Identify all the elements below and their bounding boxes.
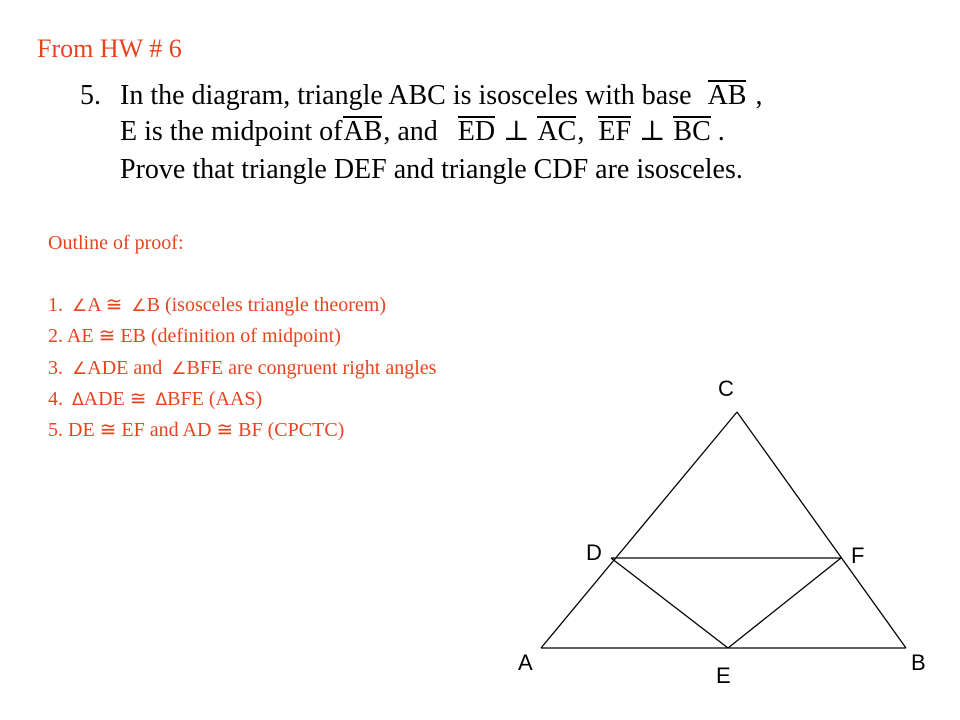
outline-title: Outline of proof: (48, 232, 184, 254)
problem-line1-text: In the diagram, triangle ABC is isosceles (120, 80, 579, 111)
segment-bc: BC (672, 114, 711, 150)
proof-step-text: AE ≅ EB (definition of midpoint) (66, 325, 341, 348)
triangle-symbol: Δ (72, 389, 84, 410)
segment-ef-line (728, 558, 841, 648)
proof-step-text: BFE are congruent right angles (186, 356, 437, 379)
segment-ab-2: AB (342, 114, 383, 150)
proof-step-text: B (isosceles triangle theorem) (146, 294, 386, 316)
proof-step-number: 3. (48, 356, 63, 379)
problem-line1-mid: with base (585, 80, 692, 111)
heading: From HW # 6 (37, 34, 182, 63)
proof-step-number: 5. (48, 419, 63, 442)
vertex-label-d: D (586, 540, 602, 565)
vertex-label-a: A (518, 650, 533, 675)
angle-symbol: ∠ (131, 296, 147, 316)
period: . (717, 116, 725, 147)
proof-step-number: 1. (48, 294, 63, 316)
proof-step-text: BFE (AAS) (167, 387, 263, 410)
segment-ac: AC (536, 114, 577, 150)
perp-symbol-2: ⊥ (639, 116, 666, 147)
angle-symbol: ∠ (72, 358, 88, 379)
problem-line-3: Prove that triangle DEF and triangle CDF are isosceles. (120, 154, 743, 185)
segment-ab: AB (707, 78, 748, 114)
segment-de (611, 558, 728, 648)
angle-symbol: ∠ (72, 296, 88, 316)
proof-step-number: 2. (48, 325, 63, 348)
vertex-label-f: F (851, 543, 865, 568)
segment-ed: ED (457, 114, 496, 150)
vertex-label-e: E (716, 663, 731, 688)
problem-number: 5. (80, 80, 101, 111)
perp-symbol-1: ⊥ (503, 116, 530, 147)
problem-line2-and: , and (383, 116, 438, 147)
proof-step-text: ADE ≅ (83, 387, 152, 410)
angle-symbol: ∠ (171, 358, 187, 379)
comma: , (577, 116, 585, 147)
proof-step-text: DE ≅ EF and AD ≅ BF (CPCTC) (68, 419, 345, 442)
segment-ef: EF (597, 114, 632, 150)
problem-line2-text: E is the midpoint of (120, 116, 343, 147)
side-ac (541, 412, 737, 648)
proof-step-text: A ≅ (87, 294, 128, 316)
vertex-label-c: C (718, 376, 734, 401)
vertex-label-b: B (911, 650, 926, 675)
proof-step-text: ADE and (87, 356, 168, 379)
side-bc (737, 412, 906, 648)
triangle-symbol: Δ (155, 389, 168, 410)
proof-step-number: 4. (48, 387, 63, 410)
problem-line1-end: , (755, 80, 763, 111)
